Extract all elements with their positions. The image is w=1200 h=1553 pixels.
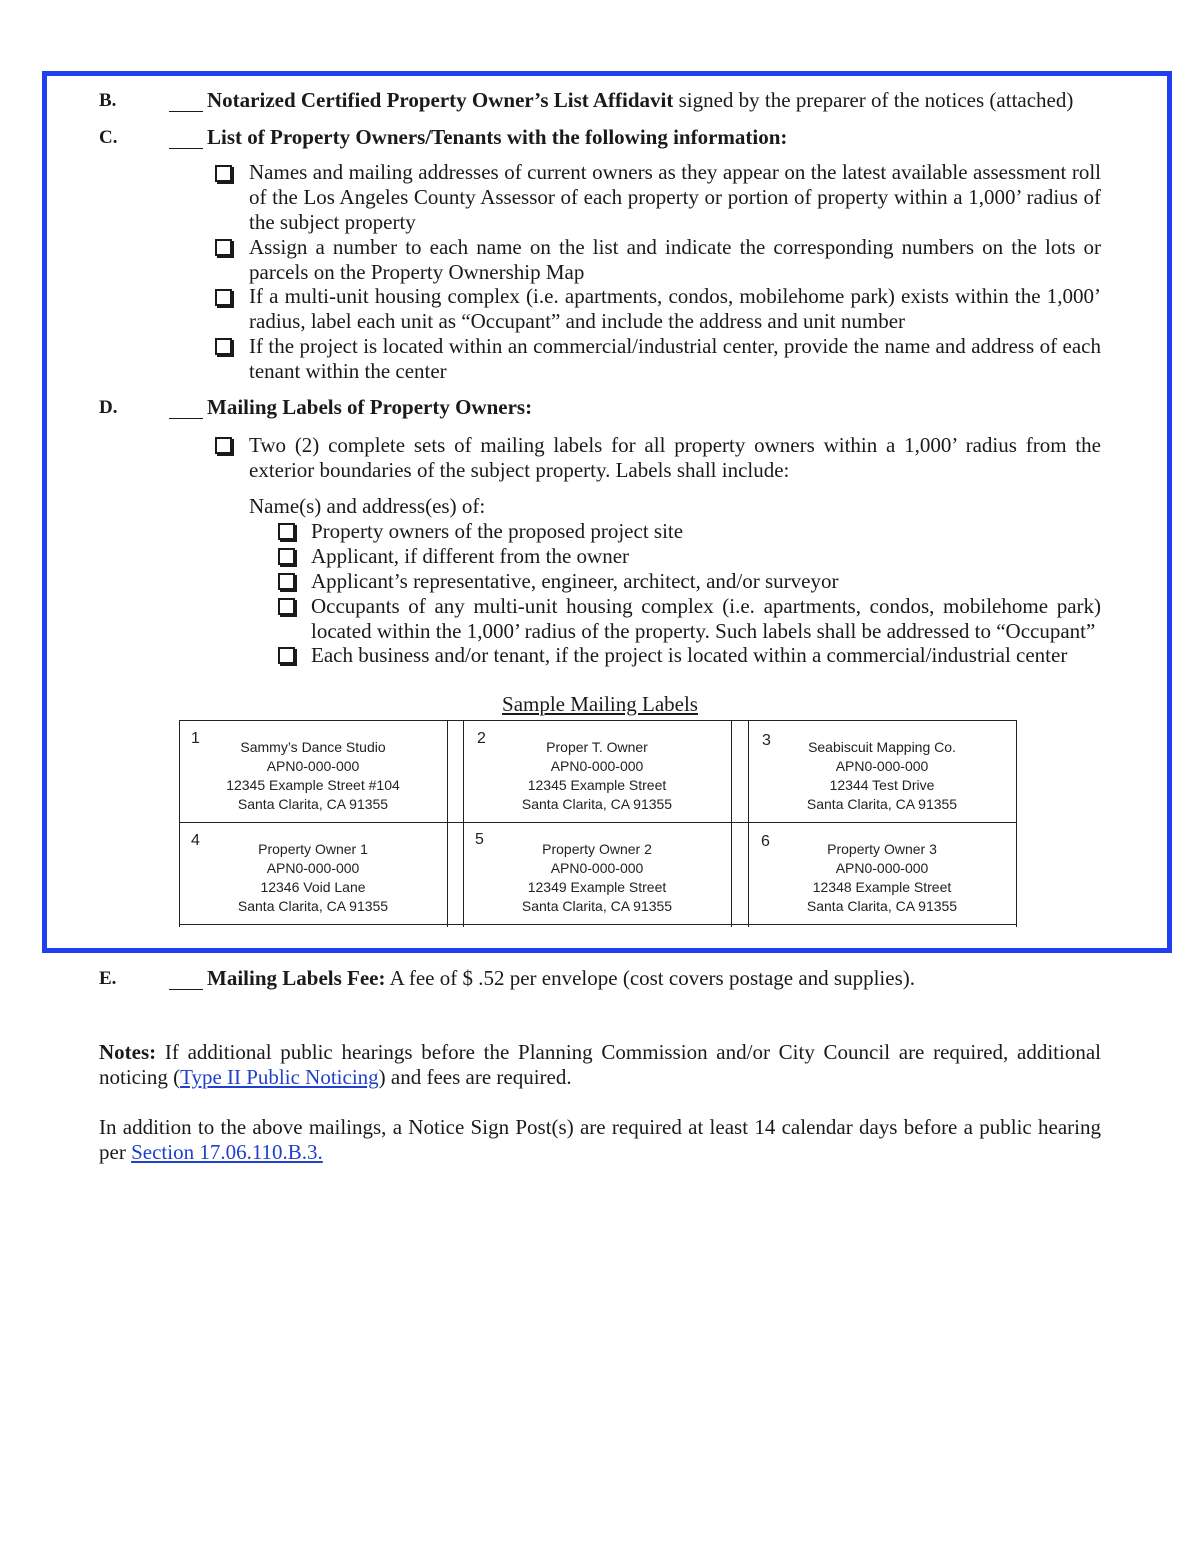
type-ii-public-noticing-link[interactable]: Type II Public Noticing (180, 1065, 379, 1089)
section-c-title: List of Property Owners/Tenants with the following information: (207, 125, 788, 149)
mailing-label-4 (199, 840, 427, 916)
names-heading: Name(s) and address(es) of: (249, 494, 486, 518)
section-d-sub-item-1: Property owners of the proposed project site (311, 519, 684, 543)
notes-paragraph (99, 1040, 1101, 1090)
label-line: Property Owner 2 (542, 841, 652, 857)
section-b-text: signed by the preparer of the notices (attached) (673, 88, 1074, 112)
label-line: Santa Clarita, CA 91355 (521, 898, 673, 914)
mailing-label-3 (768, 738, 996, 814)
checkbox-c3[interactable] (215, 289, 232, 306)
label-line: Santa Clarita, CA 91355 (806, 898, 958, 914)
section-d-item: Two (2) complete sets of mailing labels for all property owners within a 1,000’ radius from the exterior boundaries of the subject property. Labels shall include: (249, 433, 1101, 482)
checkbox-d-sub-3[interactable] (278, 573, 295, 590)
checkbox-c4[interactable] (215, 338, 232, 355)
mailing-label-2 (483, 738, 711, 814)
section-e-text: A fee of $ .52 per envelope (cost covers postage and supplies). (385, 966, 915, 990)
mailing-label-6 (768, 840, 996, 916)
checkbox-d-sub-2[interactable] (278, 548, 295, 565)
label-line: Property Owner 3 (827, 841, 937, 857)
notes-label: Notes: (99, 1040, 157, 1064)
label-line: Proper T. Owner (546, 739, 648, 755)
mailing-label-1 (199, 738, 427, 814)
section-b-letter: B. (99, 90, 117, 111)
label-line: 12346 Void Lane (260, 879, 366, 895)
table-rule (447, 720, 448, 927)
label-line: APN0-000-000 (550, 860, 644, 876)
label-line: APN0-000-000 (266, 860, 360, 876)
section-c-check-blank[interactable] (169, 128, 203, 149)
section-d-sub-item-3: Applicant’s representative, engineer, architect, and/or surveyor (311, 569, 839, 593)
table-rule (179, 924, 1017, 925)
section-e-title: Mailing Labels Fee: (207, 966, 386, 990)
checkbox-c1[interactable] (215, 165, 232, 182)
label-number: 3 (762, 732, 771, 749)
checkbox-d-sub-4[interactable] (278, 598, 295, 615)
sample-labels-title: Sample Mailing Labels (502, 692, 698, 716)
section-c-item-2: Assign a number to each name on the list and indicate the corresponding numbers on the lots or parcels on the Property Ownership Map (249, 235, 1101, 284)
notes-text-2: ) and fees are required. (378, 1065, 572, 1089)
table-rule (463, 720, 464, 927)
label-line: Santa Clarita, CA 91355 (237, 796, 389, 812)
checkbox-d1[interactable] (215, 437, 232, 454)
label-number: 2 (477, 730, 486, 747)
section-c-item-1: Names and mailing addresses of current owners as they appear on the latest available assessment roll of the Los Angeles County Assessor of each property or portion of property within a 1,000’ radius of the subject property (249, 160, 1101, 234)
label-line: APN0-000-000 (835, 758, 929, 774)
label-line: APN0-000-000 (835, 860, 929, 876)
notes-text-1: If additional public hearings before the Planning Commission and/or City Council are required, additional noticing ( (99, 1040, 1101, 1089)
label-line: 12349 Example Street (527, 879, 667, 895)
label-line: APN0-000-000 (550, 758, 644, 774)
label-line: Santa Clarita, CA 91355 (806, 796, 958, 812)
section-e-line (207, 966, 915, 991)
sign-post-text: In addition to the above mailings, a Notice Sign Post(s) are required at least 14 calendar days before a public hearing per (99, 1115, 1101, 1164)
label-line: Sammy’s Dance Studio (240, 739, 386, 755)
label-number: 4 (191, 832, 200, 849)
label-line: 12348 Example Street (812, 879, 952, 895)
label-line: APN0-000-000 (266, 758, 360, 774)
label-line: Property Owner 1 (258, 841, 368, 857)
sign-post-paragraph (99, 1115, 1101, 1165)
checkbox-d-sub-5[interactable] (278, 647, 295, 664)
section-d-title: Mailing Labels of Property Owners: (207, 395, 533, 419)
label-number: 1 (191, 730, 200, 747)
section-b-title: Notarized Certified Property Owner’s List Affidavit (207, 88, 674, 112)
section-e-letter: E. (99, 968, 117, 989)
section-d-check-blank[interactable] (169, 398, 203, 419)
label-line: 12344 Test Drive (829, 777, 935, 793)
label-number: 6 (761, 833, 770, 850)
section-b-line (207, 88, 1073, 113)
table-rule (748, 720, 749, 927)
section-c-letter: C. (99, 127, 118, 148)
section-c-item-3: If a multi-unit housing complex (i.e. apartments, condos, mobilehome park) exists within the 1,000’ radius, label each unit as “Occupant” and include the address and unit number (249, 284, 1101, 333)
section-d-letter: D. (99, 397, 118, 418)
table-rule (179, 822, 1017, 823)
section-d-sub-item-2: Applicant, if different from the owner (311, 544, 630, 568)
label-line: Santa Clarita, CA 91355 (521, 796, 673, 812)
table-rule (1016, 720, 1017, 927)
section-b-check-blank[interactable] (169, 91, 203, 112)
checkbox-d-sub-1[interactable] (278, 523, 295, 540)
section-e-check-blank[interactable] (169, 969, 203, 990)
label-line: Seabiscuit Mapping Co. (808, 739, 956, 755)
label-line: Santa Clarita, CA 91355 (237, 898, 389, 914)
section-c-item-4: If the project is located within an commercial/industrial center, provide the name and address of each tenant within the center (249, 334, 1101, 383)
checkbox-c2[interactable] (215, 239, 232, 256)
label-line: 12345 Example Street (527, 777, 667, 793)
section-d-sub-item-5: Each business and/or tenant, if the project is located within a commercial/industrial center (311, 643, 1068, 667)
table-rule (179, 720, 180, 927)
mailing-label-5 (483, 840, 711, 916)
table-rule (179, 720, 1017, 721)
table-rule (731, 720, 732, 927)
sample-labels-table (179, 720, 1017, 927)
section-17-06-110-link[interactable]: Section 17.06.110.B.3. (131, 1140, 323, 1164)
label-number: 5 (475, 831, 484, 848)
section-d-sub-item-4: Occupants of any multi-unit housing complex (i.e. apartments, condos, mobilehome park) located within the 1,000’ radius of the property. Such labels shall be addressed to “Occupant” (311, 594, 1101, 643)
label-line: 12345 Example Street #104 (226, 777, 400, 793)
